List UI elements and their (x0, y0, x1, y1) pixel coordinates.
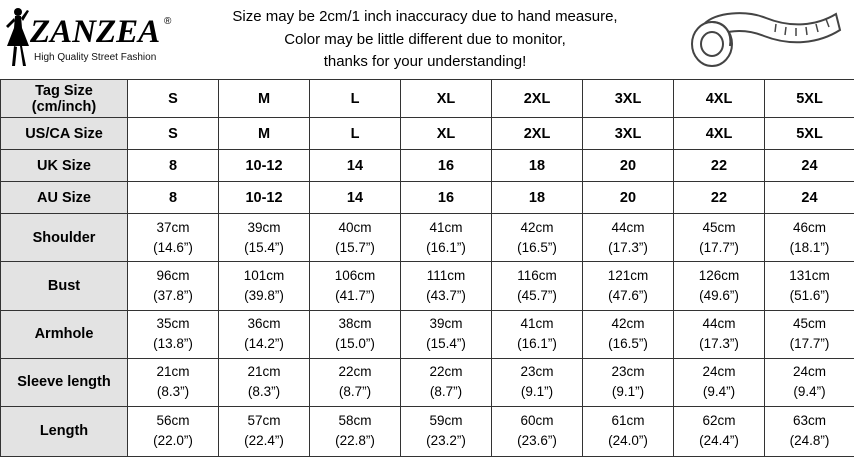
cm-value: 41cm (520, 316, 554, 332)
measurement-cell (401, 406, 492, 456)
measurement-cell (401, 310, 492, 358)
inch-value: (8.7”) (429, 384, 463, 400)
size-cell: 4XL (674, 118, 765, 150)
inch-value: (9.4”) (702, 384, 736, 400)
size-cell: M (219, 118, 310, 150)
measurement-cell (492, 262, 583, 310)
cm-value: 46cm (792, 219, 826, 235)
inch-value: (9.1”) (611, 384, 645, 400)
cm-value: 116cm (517, 268, 557, 284)
measurement-cell (492, 358, 583, 406)
inch-value: (18.1”) (789, 239, 830, 255)
measurement-cell (492, 406, 583, 456)
size-cell: 18 (492, 182, 583, 214)
notice-line: Color may be little different due to monitor, (284, 30, 566, 48)
cm-value: 61cm (611, 413, 645, 429)
measurement-cell (310, 214, 401, 262)
inch-value: (43.7”) (426, 288, 466, 304)
inch-value: (51.6”) (789, 288, 830, 304)
size-cell: L (310, 118, 401, 150)
cm-value: 60cm (520, 413, 554, 429)
measurement-cell (674, 262, 765, 310)
size-cell: 2XL (492, 80, 583, 118)
cm-value: 38cm (338, 316, 372, 332)
measurement-cell (765, 358, 854, 406)
size-cell: S (128, 80, 219, 118)
registered-mark: ® (164, 16, 172, 27)
size-cell: M (219, 80, 310, 118)
measurement-cell (674, 358, 765, 406)
measurement-cell (219, 310, 310, 358)
row-label: Shoulder (1, 214, 128, 262)
size-cell: 24 (765, 182, 854, 214)
cm-value: 111cm (426, 268, 466, 284)
measurement-cell (128, 214, 219, 262)
cm-value: 101cm (243, 268, 285, 284)
cm-value: 35cm (156, 316, 190, 332)
cm-value: 58cm (338, 413, 372, 429)
measurement-cell (674, 406, 765, 456)
fashion-figure-icon (2, 6, 32, 68)
measurement-row (1, 358, 854, 406)
size-cell: 4XL (674, 80, 765, 118)
measurement-cell (219, 262, 310, 310)
cm-value: 96cm (156, 268, 190, 284)
measurement-cell (128, 310, 219, 358)
measurement-cell (674, 214, 765, 262)
inch-value: (17.3”) (608, 239, 648, 255)
inch-value: (8.7”) (338, 384, 372, 400)
inch-value: (16.5”) (608, 336, 648, 352)
inch-value: (8.3”) (156, 384, 190, 400)
size-cell: 14 (310, 150, 401, 182)
size-cell: 5XL (765, 118, 854, 150)
measurement-cell (310, 310, 401, 358)
size-cell: 18 (492, 150, 583, 182)
inch-value: (17.3”) (699, 336, 739, 352)
notice-line: thanks for your understanding! (323, 53, 527, 70)
row-label: Length (1, 406, 128, 456)
inch-value: (15.4”) (426, 336, 466, 352)
inch-value: (16.5”) (517, 239, 557, 255)
cm-value: 24cm (792, 364, 826, 380)
row-label: UK Size (1, 150, 128, 182)
size-cell: 20 (583, 182, 674, 214)
size-cell: 22 (674, 150, 765, 182)
size-cell: 24 (765, 150, 854, 182)
size-cell: 16 (401, 182, 492, 214)
measurement-row (1, 406, 854, 456)
inch-value: (39.8”) (244, 288, 284, 304)
size-cell: 16 (401, 150, 492, 182)
row-label: Armhole (1, 310, 128, 358)
cm-value: 41cm (429, 219, 463, 235)
inch-value: (17.7”) (789, 336, 830, 352)
measurement-row (1, 310, 854, 358)
measurement-cell (765, 262, 854, 310)
inch-value: (22.0”) (153, 433, 193, 449)
measurement-cell (128, 262, 219, 310)
measurement-cell (765, 214, 854, 262)
size-cell: 22 (674, 182, 765, 214)
cm-value: 44cm (611, 219, 645, 235)
measurement-cell (401, 358, 492, 406)
measurement-cell (219, 406, 310, 456)
measurement-cell (310, 262, 401, 310)
cm-value: 42cm (520, 219, 554, 235)
size-row (1, 182, 854, 214)
measurement-cell (583, 262, 674, 310)
cm-value: 40cm (338, 219, 372, 235)
inch-value: (24.0”) (608, 433, 648, 449)
measurement-cell (583, 310, 674, 358)
inch-value: (24.8”) (789, 433, 830, 449)
cm-value: 45cm (792, 316, 826, 332)
size-row (1, 80, 854, 118)
size-cell: XL (401, 118, 492, 150)
header (0, 0, 854, 79)
measurement-cell (310, 358, 401, 406)
cm-value: 39cm (429, 316, 463, 332)
inch-value: (8.3”) (247, 384, 281, 400)
cm-value: 44cm (702, 316, 736, 332)
inch-value: (22.4”) (244, 433, 284, 449)
inch-value: (17.7”) (699, 239, 739, 255)
cm-value: 106cm (334, 268, 376, 284)
brand-logo (0, 4, 200, 70)
cm-value: 37cm (156, 219, 190, 235)
inch-value: (22.8”) (335, 433, 375, 449)
cm-value: 22cm (338, 364, 372, 380)
measurement-cell (583, 406, 674, 456)
cm-value: 36cm (247, 316, 281, 332)
row-label: Sleeve length (1, 358, 128, 406)
inch-value: (15.4”) (244, 239, 284, 255)
cm-value: 21cm (156, 364, 190, 380)
size-table (0, 79, 854, 457)
measurement-cell (674, 310, 765, 358)
size-cell: 3XL (583, 80, 674, 118)
measurement-cell (401, 262, 492, 310)
inch-value: (15.7”) (335, 239, 375, 255)
size-cell: 2XL (492, 118, 583, 150)
inch-value: (49.6”) (699, 288, 739, 304)
measuring-tape-icon (686, 4, 842, 70)
size-cell: S (128, 118, 219, 150)
measurement-cell (219, 358, 310, 406)
row-label: Bust (1, 262, 128, 310)
notice-line: Size may be 2cm/1 inch inaccuracy due to hand measure, (232, 8, 618, 25)
inch-value: (9.4”) (793, 384, 826, 400)
inch-value: (16.1”) (517, 336, 557, 352)
measurement-row (1, 262, 854, 310)
cm-value: 21cm (247, 364, 281, 380)
measurement-cell (583, 214, 674, 262)
inch-value: (14.6”) (153, 239, 193, 255)
inch-value: (23.2”) (426, 433, 466, 449)
inch-value: (14.2”) (244, 336, 284, 352)
cm-value: 42cm (611, 316, 645, 332)
size-cell: 10-12 (219, 182, 310, 214)
measurement-cell (765, 310, 854, 358)
measurement-cell (128, 358, 219, 406)
measurement-row (1, 214, 854, 262)
cm-value: 126cm (698, 268, 740, 284)
inch-value: (23.6”) (517, 433, 557, 449)
size-cell: XL (401, 80, 492, 118)
inch-value: (41.7”) (335, 288, 375, 304)
measurement-cell (219, 214, 310, 262)
row-label: Tag Size (cm/inch) (1, 80, 128, 118)
cm-value: 24cm (702, 364, 736, 380)
brand-name: ZANZEA (30, 14, 161, 50)
measurement-cell (765, 406, 854, 456)
measurement-cell (492, 214, 583, 262)
cm-value: 121cm (607, 268, 649, 284)
size-cell: 20 (583, 150, 674, 182)
size-cell: 3XL (583, 118, 674, 150)
cm-value: 57cm (247, 413, 281, 429)
measurement-cell (583, 358, 674, 406)
cm-value: 59cm (429, 413, 463, 429)
cm-value: 23cm (520, 364, 554, 380)
size-cell: 10-12 (219, 150, 310, 182)
size-row (1, 118, 854, 150)
inch-value: (45.7”) (517, 288, 557, 304)
inch-value: (13.8”) (153, 336, 193, 352)
cm-value: 131cm (789, 268, 830, 284)
inch-value: (37.8”) (153, 288, 193, 304)
inch-value: (16.1”) (426, 239, 466, 255)
inch-value: (24.4”) (699, 433, 739, 449)
measurement-notice (205, 6, 645, 74)
cm-value: 39cm (247, 219, 281, 235)
size-cell: 8 (128, 150, 219, 182)
measurement-cell (310, 406, 401, 456)
inch-value: (9.1”) (520, 384, 554, 400)
size-row (1, 150, 854, 182)
inch-value: (15.0”) (335, 336, 375, 352)
row-label: AU Size (1, 182, 128, 214)
row-label: US/CA Size (1, 118, 128, 150)
size-cell: 8 (128, 182, 219, 214)
cm-value: 63cm (792, 413, 826, 429)
cm-value: 56cm (156, 413, 190, 429)
brand-tagline: High Quality Street Fashion (34, 52, 157, 63)
cm-value: 23cm (611, 364, 645, 380)
size-cell: L (310, 80, 401, 118)
cm-value: 45cm (702, 219, 736, 235)
measurement-cell (401, 214, 492, 262)
measurement-cell (128, 406, 219, 456)
measurement-cell (492, 310, 583, 358)
cm-value: 22cm (429, 364, 463, 380)
size-cell: 5XL (765, 80, 854, 118)
cm-value: 62cm (702, 413, 736, 429)
inch-value: (47.6”) (608, 288, 648, 304)
size-cell: 14 (310, 182, 401, 214)
